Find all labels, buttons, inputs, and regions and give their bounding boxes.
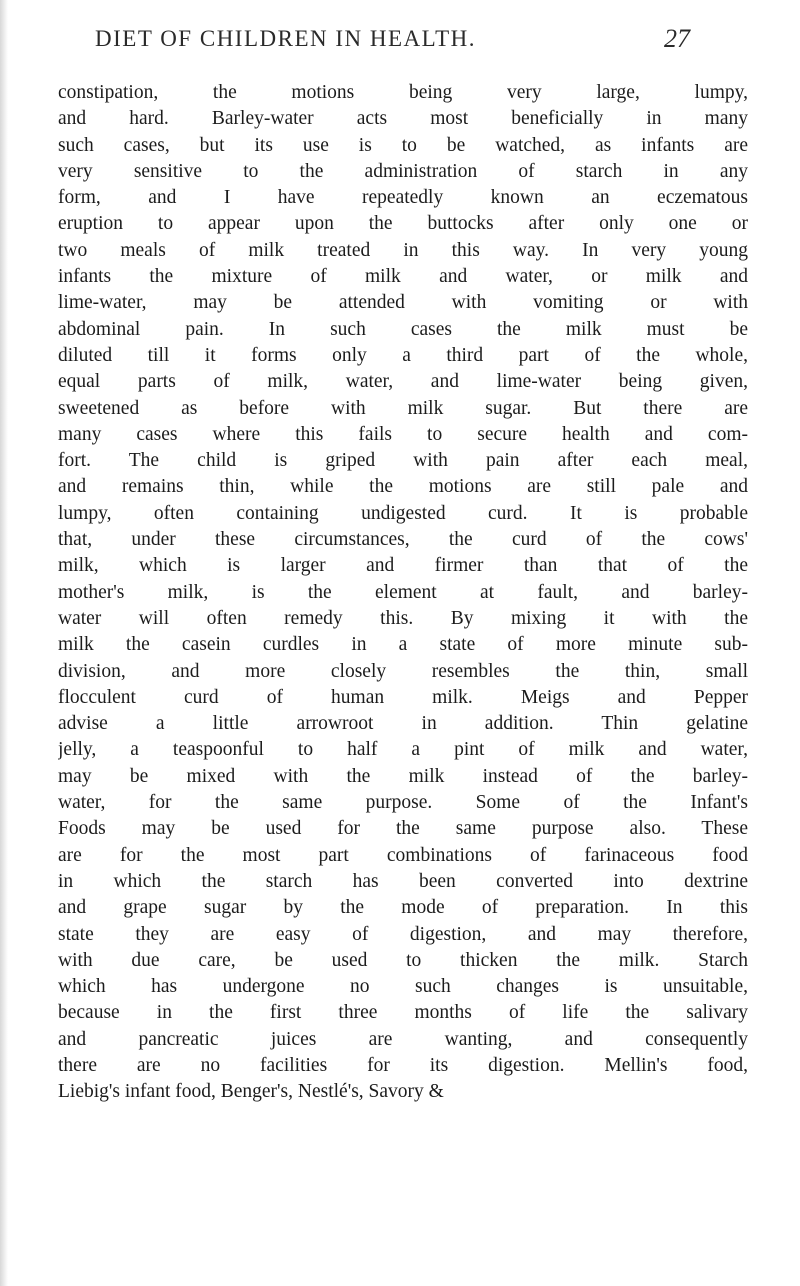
body-paragraph xyxy=(58,80,748,1106)
text-line: advise a little arrowroot in addition. Thin gelatine xyxy=(58,713,748,735)
text-line: Liebig's infant food, Benger's, Nestlé's, Savory & xyxy=(58,1081,444,1103)
text-line: diluted till it forms only a third part of the whole, xyxy=(58,344,748,366)
text-line: milk the casein curdles in a state of more minute sub- xyxy=(58,634,748,656)
text-line: in which the starch has been converted into dextrine xyxy=(58,870,748,892)
text-line: two meals of milk treated in this way. In very young xyxy=(58,239,748,261)
page-header xyxy=(0,26,800,56)
text-line: eruption to appear upon the buttocks after only one or xyxy=(58,213,748,235)
text-line: infants the mixture of milk and water, or milk and xyxy=(58,266,748,288)
text-line: mother's milk, is the element at fault, and barley- xyxy=(58,581,748,603)
text-line: that, under these circumstances, the curd of the cows' xyxy=(58,529,748,551)
text-line: jelly, a teaspoonful to half a pint of milk and water, xyxy=(58,739,748,761)
text-line: with due care, be used to thicken the milk. Starch xyxy=(58,949,748,971)
text-line: sweetened as before with milk sugar. But there are xyxy=(58,397,748,419)
text-line: fort. The child is griped with pain after each meal, xyxy=(58,450,748,472)
text-line: very sensitive to the administration of starch in any xyxy=(58,160,748,182)
text-line: milk, which is larger and firmer than that of the xyxy=(58,555,748,577)
text-line: because in the first three months of life the salivary xyxy=(58,1002,748,1024)
text-line: flocculent curd of human milk. Meigs and Pepper xyxy=(58,686,748,708)
text-line: equal parts of milk, water, and lime-water being given, xyxy=(58,371,748,393)
text-line: there are no facilities for its digestion. Mellin's food, xyxy=(58,1054,748,1076)
text-line: and hard. Barley-water acts most beneficially in many xyxy=(58,108,748,130)
text-line: such cases, but its use is to be watched, as infants are xyxy=(58,134,748,156)
text-line: lime-water, may be attended with vomiting or with xyxy=(58,292,748,314)
text-line: may be mixed with the milk instead of the barley- xyxy=(58,765,748,787)
text-line: which has undergone no such changes is unsuitable, xyxy=(58,976,748,998)
text-line: constipation, the motions being very large, lumpy, xyxy=(58,82,748,103)
running-head: DIET OF CHILDREN IN HEALTH. xyxy=(95,26,477,51)
text-line: water, for the same purpose. Some of the Infant's xyxy=(58,792,748,814)
text-line: water will often remedy this. By mixing it with the xyxy=(58,607,748,629)
text-line: lumpy, often containing undigested curd. It is probable xyxy=(58,502,748,524)
text-line: abdominal pain. In such cases the milk must be xyxy=(58,318,748,340)
text-line: Foods may be used for the same purpose also. These xyxy=(58,818,748,840)
text-line: and remains thin, while the motions are still pale and xyxy=(58,476,748,498)
text-line: state they are easy of digestion, and may therefore, xyxy=(58,923,748,945)
text-line: division, and more closely resembles the thin, small xyxy=(58,660,748,682)
text-line: and grape sugar by the mode of preparation. In this xyxy=(58,897,748,919)
text-line: many cases where this fails to secure health and com- xyxy=(58,423,748,445)
text-line: form, and I have repeatedly known an eczematous xyxy=(58,187,748,209)
text-line: and pancreatic juices are wanting, and consequently xyxy=(58,1028,748,1050)
page-gutter-shadow xyxy=(0,0,8,1286)
page-number: 27 xyxy=(664,24,690,53)
text-line: are for the most part combinations of farinaceous food xyxy=(58,844,748,866)
